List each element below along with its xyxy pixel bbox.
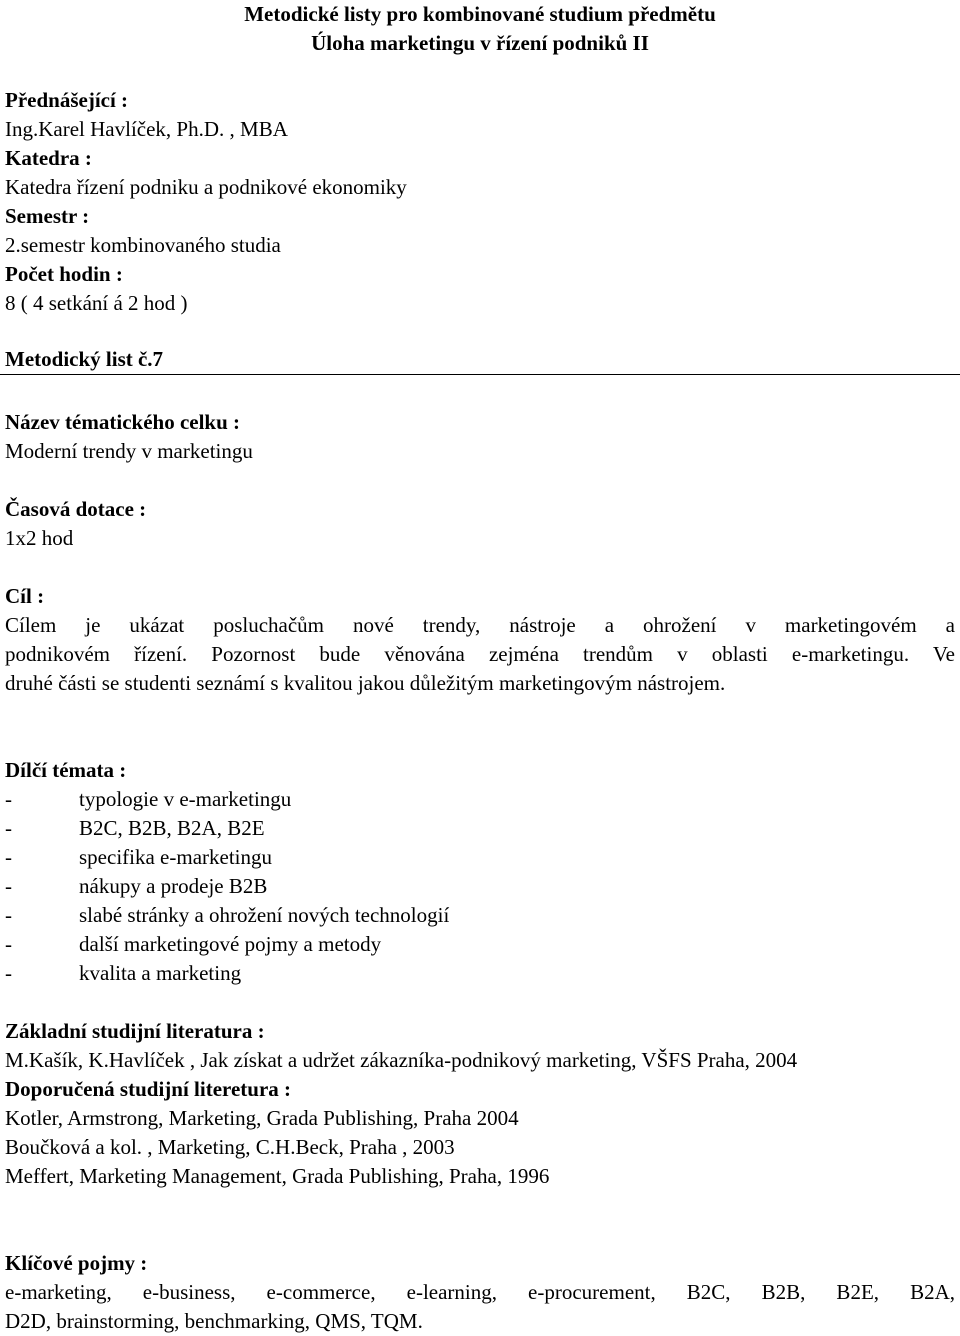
sheet-label: Metodický list č.7 xyxy=(5,347,164,371)
department-label: Katedra : xyxy=(5,146,92,170)
document-title xyxy=(0,0,960,58)
lecturer-value: Ing.Karel Havlíček, Ph.D. , MBA xyxy=(5,117,288,141)
list-item: - kvalita a marketing xyxy=(5,961,242,985)
recommended-literature-item: Boučková a kol. , Marketing, C.H.Beck, Praha , 2003 xyxy=(5,1135,455,1159)
list-item: - B2C, B2B, B2A, B2E xyxy=(5,816,265,840)
list-item: - další marketingové pojmy a metody xyxy=(5,932,382,956)
basic-literature-item: M.Kašík, K.Havlíček , Jak získat a udržet zákazníka-podnikový marketing, VŠFS Praha, 2004 xyxy=(5,1048,798,1072)
subtopics-label: Dílčí témata : xyxy=(5,758,127,782)
lecturer-label: Přednášející : xyxy=(5,88,129,112)
goal-line-1: Cílem je ukázat posluchačům nové trendy, nástroje a ohrožení v marketingovém a xyxy=(5,613,955,637)
keywords-line-1: e-marketing, e-business, e-commerce, e-learning, e-procurement, B2C, B2B, B2E, B2A, xyxy=(5,1280,955,1304)
topic-label: Název tématického celku : xyxy=(5,410,241,434)
keywords-label: Klíčové pojmy : xyxy=(5,1251,148,1275)
recommended-literature-item: Kotler, Armstrong, Marketing, Grada Publishing, Praha 2004 xyxy=(5,1106,519,1130)
time-label: Časová dotace : xyxy=(5,497,147,521)
list-item: - specifika e-marketingu xyxy=(5,845,272,869)
hours-value: 8 ( 4 setkání á 2 hod ) xyxy=(5,291,188,315)
section-divider xyxy=(0,374,960,375)
keywords-line-2: D2D, brainstorming, benchmarking, QMS, TQM. xyxy=(5,1309,423,1333)
goal-label: Cíl : xyxy=(5,584,45,608)
list-item: - typologie v e-marketingu xyxy=(5,787,292,811)
semester-value: 2.semestr kombinovaného studia xyxy=(5,233,281,257)
topic-value: Moderní trendy v marketingu xyxy=(5,439,253,463)
title-line-2: Úloha marketingu v řízení podniků II xyxy=(311,31,649,55)
hours-label: Počet hodin : xyxy=(5,262,123,286)
time-value: 1x2 hod xyxy=(5,526,74,550)
list-item: - slabé stránky a ohrožení nových technologií xyxy=(5,903,450,927)
semester-label: Semestr : xyxy=(5,204,90,228)
goal-line-3: druhé části se studenti seznámí s kvalitou jakou důležitým marketingovým nástrojem. xyxy=(5,671,726,695)
goal-line-2: podnikovém řízení. Pozornost bude věnována zejména trendům v oblasti e-marketingu. Ve xyxy=(5,642,955,666)
recommended-literature-item: Meffert, Marketing Management, Grada Publishing, Praha, 1996 xyxy=(5,1164,550,1188)
department-value: Katedra řízení podniku a podnikové ekonomiky xyxy=(5,175,407,199)
list-item: - nákupy a prodeje B2B xyxy=(5,874,268,898)
recommended-literature-label: Doporučená studijní litereturа : xyxy=(5,1077,292,1101)
basic-literature-label: Základní studijní literatura : xyxy=(5,1019,265,1043)
title-line-1: Metodické listy pro kombinované studium předmětu xyxy=(244,2,716,26)
